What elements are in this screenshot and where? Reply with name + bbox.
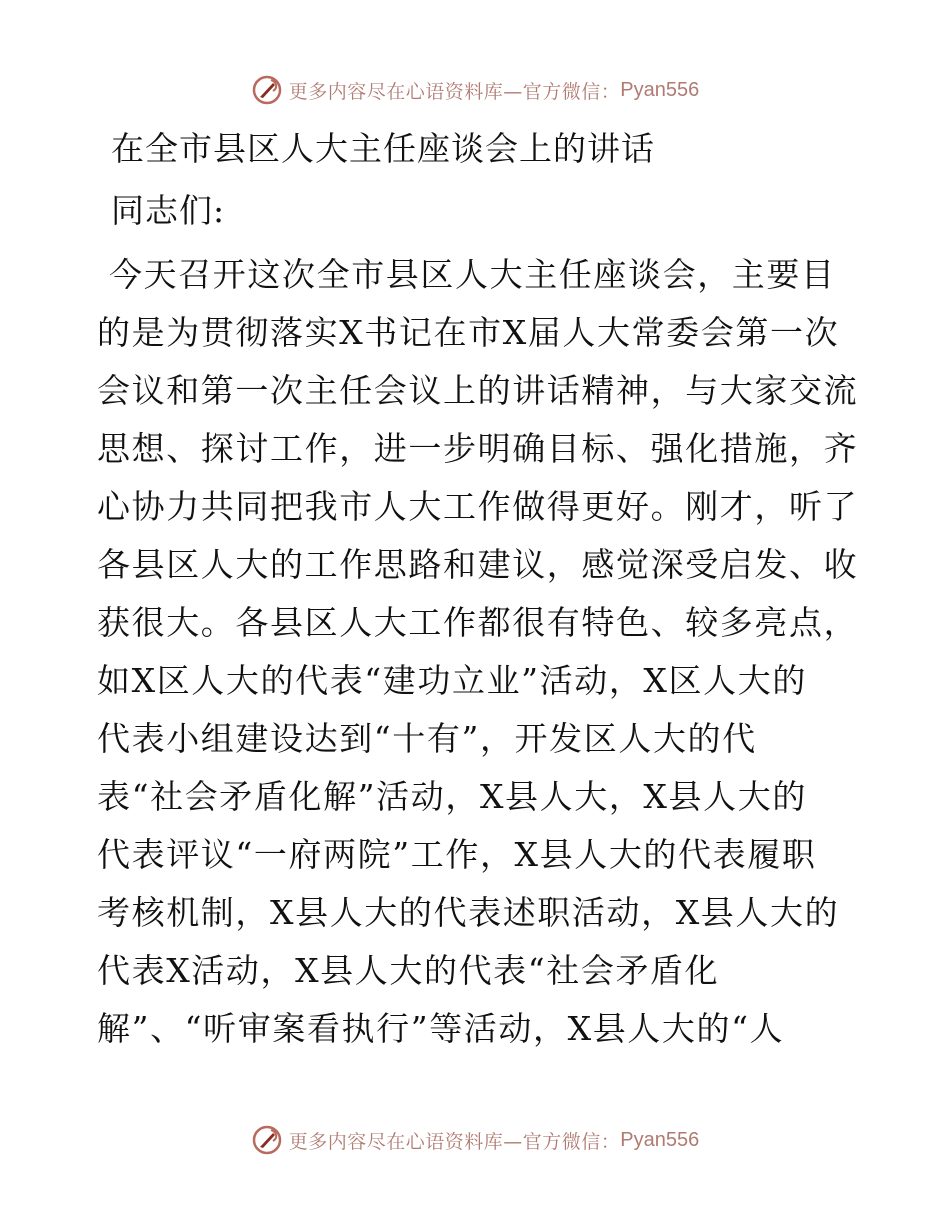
watermark-text: 更多内容尽在心语资料库—官方微信：	[288, 80, 621, 103]
paragraph-line: 如X区人大的代表“建功立业”活动，X区人大的	[97, 661, 807, 700]
paragraph-line: 的是为贯彻落实X书记在市X届人大常委会第一次	[97, 313, 840, 352]
watermark-banner-top	[0, 70, 950, 110]
paragraph-line: 思想、探讨工作，进一步明确目标、强化措施，齐	[97, 429, 859, 468]
paragraph-line: 代表X活动，X县人大的代表“社会矛盾化	[97, 951, 720, 990]
watermark-banner-bottom	[0, 1120, 950, 1160]
quill-logo-icon	[251, 74, 283, 106]
watermark-text: 更多内容尽在心语资料库—官方微信：	[288, 1130, 621, 1153]
document-title: 在全市县区人大主任座谈会上的讲话	[111, 129, 655, 168]
paragraph-line: 各县区人大的工作思路和建议，感觉深受启发、收	[97, 545, 859, 584]
paragraph-line: 解”、“听审案看执行”等活动，X县人大的“人	[97, 1009, 785, 1048]
paragraph-line: 今天召开这次全市县区人大主任座谈会，主要目	[109, 255, 836, 294]
greeting: 同志们:	[111, 191, 226, 230]
document-body	[97, 120, 857, 1058]
paragraph-line: 获很大。各县区人大工作都很有特色、较多亮点，	[97, 603, 859, 642]
quill-logo-icon	[251, 1124, 283, 1156]
paragraph-line: 代表评议“一府两院”工作，X县人大的代表履职	[97, 835, 817, 874]
body-paragraph	[97, 246, 857, 1058]
watermark-handle: Pyan556	[620, 1128, 700, 1151]
paragraph-line: 代表小组建设达到“十有”，开发区人大的代	[97, 719, 757, 758]
paragraph-line: 会议和第一次主任会议上的讲话精神，与大家交流	[97, 371, 859, 410]
watermark-handle: Pyan556	[620, 78, 700, 101]
paragraph-line: 心协力共同把我市人大工作做得更好。刚才，听了	[97, 487, 859, 526]
paragraph-line: 表“社会矛盾化解”活动，X县人大，X县人大的	[97, 777, 807, 816]
paragraph-line: 考核机制，X县人大的代表述职活动，X县人大的	[97, 893, 840, 932]
